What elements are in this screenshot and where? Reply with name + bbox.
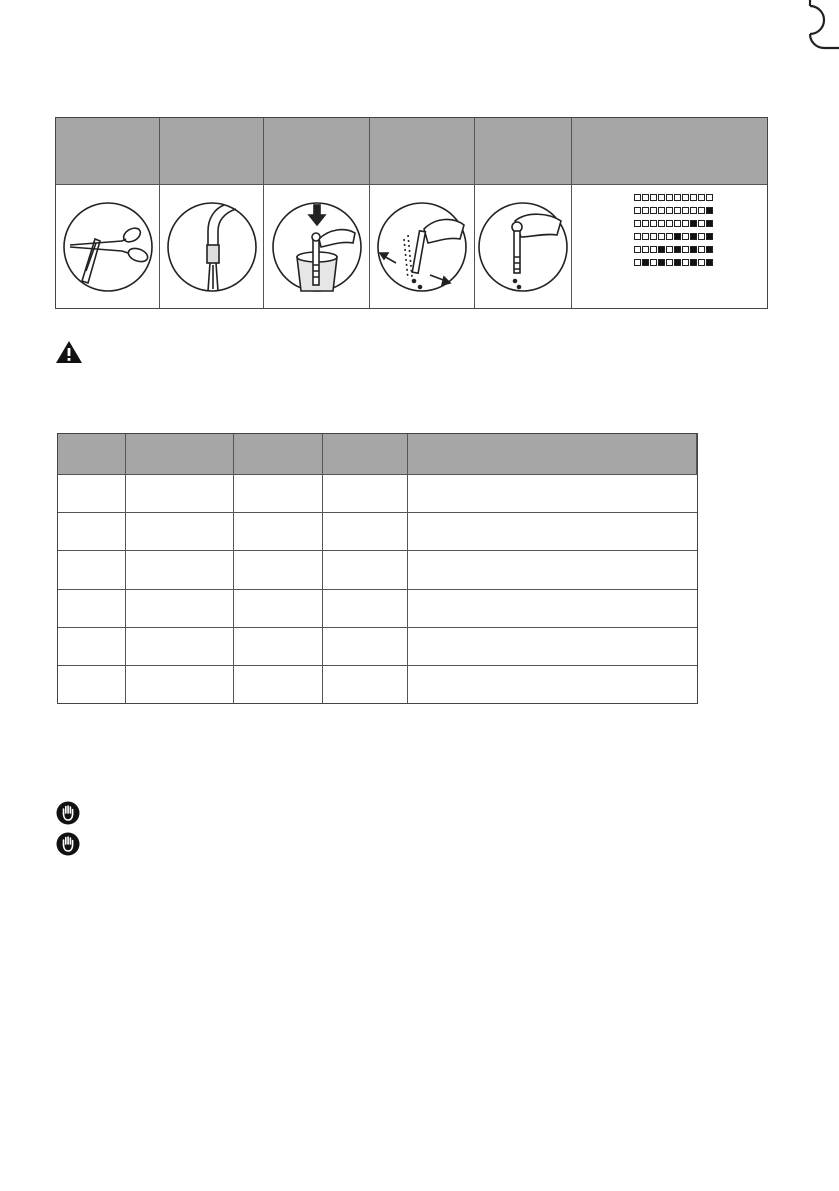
table-header-cell xyxy=(234,434,323,474)
strip-results-illustration xyxy=(634,194,714,272)
strip-pad-light xyxy=(650,259,657,266)
table-cell xyxy=(408,589,697,627)
strip-pad-light xyxy=(634,194,641,201)
strip-pad-dark xyxy=(690,220,697,227)
step-header-cut xyxy=(56,118,160,184)
strip-pad-light xyxy=(698,259,705,266)
table-cell xyxy=(58,474,126,512)
table-cell xyxy=(408,512,697,550)
table-cell xyxy=(323,512,408,550)
stop-hand-icon xyxy=(56,801,80,825)
table-cell xyxy=(58,589,126,627)
strip-pad-light xyxy=(642,194,649,201)
table-cell xyxy=(234,665,323,703)
strip-pad-light xyxy=(642,246,649,253)
strip-pad-light xyxy=(698,207,705,214)
strip-pad-light xyxy=(698,246,705,253)
strip-pad-dark xyxy=(706,220,713,227)
shake-strip-illustration xyxy=(374,199,470,295)
strip-pad-light xyxy=(650,207,657,214)
strip-pad-light xyxy=(682,233,689,240)
step-cell-cut xyxy=(56,184,160,308)
strip-pad-light xyxy=(666,194,673,201)
strip-pad-dark xyxy=(658,246,665,253)
strip-pad-light xyxy=(682,220,689,227)
table-cell xyxy=(408,665,697,703)
step-header-read xyxy=(475,118,572,184)
step-header-dip xyxy=(264,118,370,184)
strip-pad-light xyxy=(682,194,689,201)
water-hardness-table xyxy=(57,433,698,704)
strip-pad-dark xyxy=(674,246,681,253)
test-steps-table xyxy=(55,117,768,309)
strip-pad-light xyxy=(698,220,705,227)
dip-strip-illustration xyxy=(269,199,365,295)
test-strip xyxy=(634,194,714,201)
strip-pad-light xyxy=(682,207,689,214)
strip-pad-light xyxy=(690,194,697,201)
table-cell xyxy=(408,474,697,512)
warning-icon xyxy=(55,340,83,364)
table-cell xyxy=(323,627,408,665)
stop-hand-icon xyxy=(56,832,80,856)
strip-pad-light xyxy=(658,220,665,227)
step-header-water xyxy=(160,118,264,184)
table-cell xyxy=(323,589,408,627)
table-cell xyxy=(126,665,234,703)
table-header-cell xyxy=(323,434,408,474)
strip-pad-dark xyxy=(690,233,697,240)
strip-pad-light xyxy=(666,233,673,240)
strip-pad-light xyxy=(666,207,673,214)
table-cell xyxy=(126,627,234,665)
table-cell xyxy=(126,589,234,627)
strip-pad-light xyxy=(650,194,657,201)
strip-pad-light xyxy=(666,259,673,266)
step-cell-shake xyxy=(370,184,475,308)
table-cell xyxy=(234,474,323,512)
strip-pad-light xyxy=(674,207,681,214)
read-strip-illustration xyxy=(475,199,571,295)
table-cell xyxy=(58,550,126,588)
strip-pad-light xyxy=(666,246,673,253)
strip-pad-light xyxy=(690,207,697,214)
strip-pad-light xyxy=(650,233,657,240)
table-cell xyxy=(126,550,234,588)
table-cell xyxy=(323,474,408,512)
strip-pad-dark xyxy=(706,246,713,253)
strip-pad-light xyxy=(698,233,705,240)
strip-pad-dark xyxy=(674,259,681,266)
strip-pad-light xyxy=(634,220,641,227)
strip-pad-dark xyxy=(706,259,713,266)
strip-pad-light xyxy=(666,220,673,227)
strip-pad-light xyxy=(706,194,713,201)
strip-pad-light xyxy=(698,194,705,201)
test-strip xyxy=(634,220,714,227)
strip-pad-light xyxy=(674,220,681,227)
strip-pad-dark xyxy=(690,246,697,253)
strip-pad-light xyxy=(650,220,657,227)
strip-pad-light xyxy=(674,194,681,201)
strip-pad-dark xyxy=(706,233,713,240)
table-cell xyxy=(408,627,697,665)
table-cell xyxy=(58,627,126,665)
cut-strip-illustration xyxy=(60,199,156,295)
strip-pad-light xyxy=(682,246,689,253)
table-cell xyxy=(234,627,323,665)
strip-pad-light xyxy=(658,194,665,201)
test-strip xyxy=(634,207,714,214)
step-cell-read xyxy=(475,184,572,308)
strip-pad-light xyxy=(658,207,665,214)
table-header-cell xyxy=(126,434,234,474)
step-cell-dip xyxy=(264,184,370,308)
test-strip xyxy=(634,246,714,253)
strip-pad-light xyxy=(634,246,641,253)
table-cell xyxy=(234,589,323,627)
table-header-cell xyxy=(408,434,697,474)
table-cell xyxy=(58,665,126,703)
strip-pad-dark xyxy=(658,259,665,266)
strip-pad-dark xyxy=(706,207,713,214)
table-cell xyxy=(323,550,408,588)
step-header-result xyxy=(572,118,767,184)
table-cell xyxy=(126,474,234,512)
test-strip xyxy=(634,233,714,240)
strip-pad-light xyxy=(642,207,649,214)
strip-pad-light xyxy=(658,233,665,240)
scissors-cut-line-icon xyxy=(762,0,839,62)
running-tap-illustration xyxy=(164,199,260,295)
strip-pad-light xyxy=(634,259,641,266)
table-cell xyxy=(408,550,697,588)
strip-pad-dark xyxy=(690,259,697,266)
strip-pad-dark xyxy=(642,259,649,266)
table-cell xyxy=(234,512,323,550)
strip-pad-light xyxy=(650,246,657,253)
table-cell xyxy=(234,550,323,588)
strip-pad-dark xyxy=(674,233,681,240)
table-cell xyxy=(58,512,126,550)
strip-pad-light xyxy=(634,233,641,240)
step-cell-result xyxy=(572,184,767,308)
step-cell-water xyxy=(160,184,264,308)
table-cell xyxy=(126,512,234,550)
strip-pad-light xyxy=(642,233,649,240)
table-cell xyxy=(323,665,408,703)
strip-pad-light xyxy=(682,259,689,266)
strip-pad-light xyxy=(634,207,641,214)
step-header-shake xyxy=(370,118,475,184)
table-header-cell xyxy=(58,434,126,474)
test-strip xyxy=(634,259,714,266)
strip-pad-light xyxy=(642,220,649,227)
